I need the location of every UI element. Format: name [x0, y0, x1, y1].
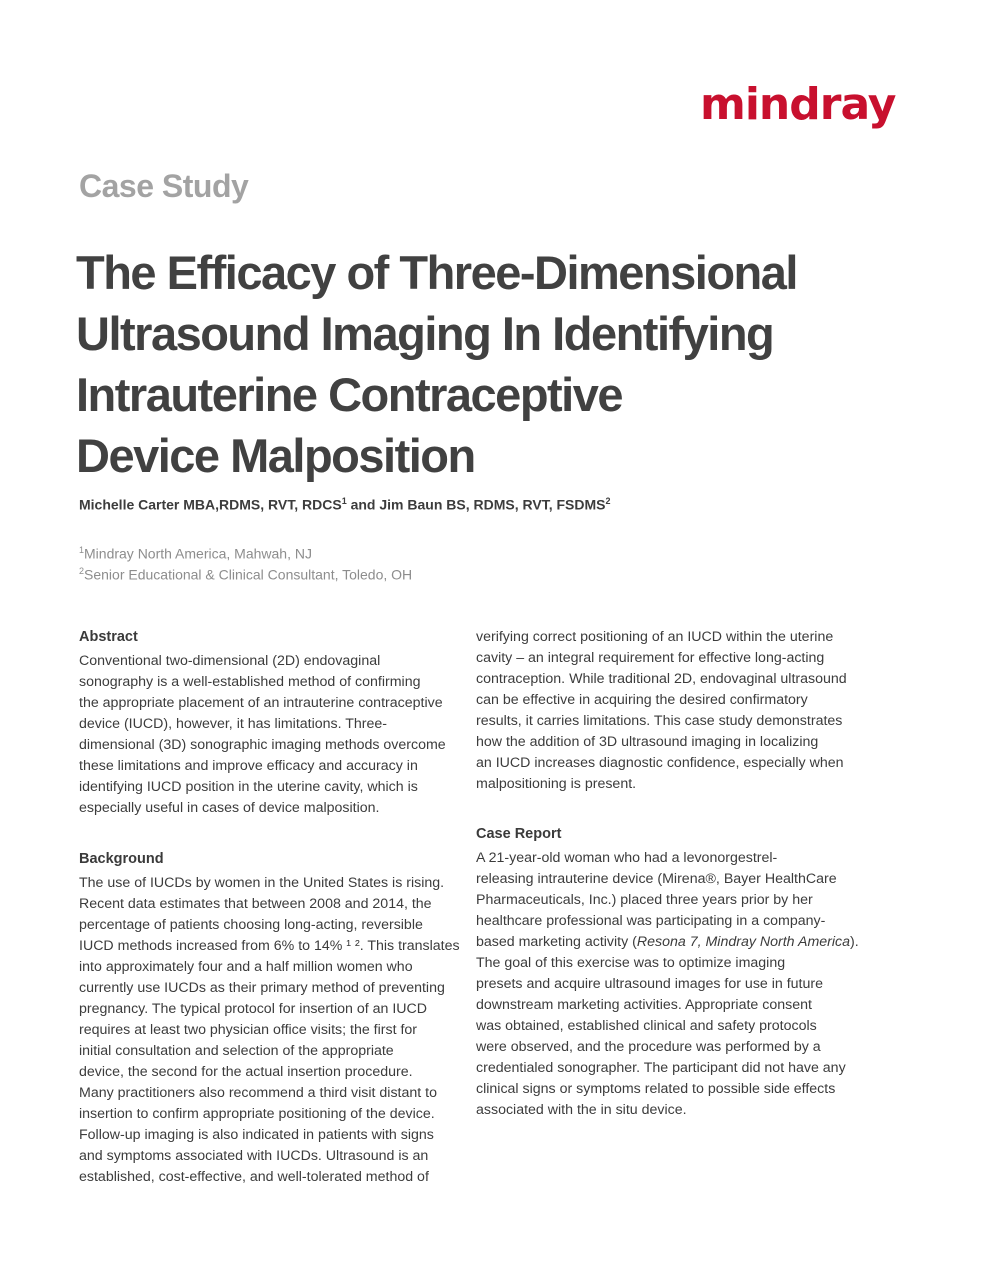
continuation-line: how the addition of 3D ultrasound imaging in localizing: [476, 734, 819, 750]
continuation-line: cavity – an integral requirement for effective long-acting: [476, 650, 825, 666]
abstract-line: especially useful in cases of device malposition.: [79, 800, 380, 816]
background-line: established, cost-effective, and well-tolerated method of: [79, 1169, 429, 1185]
author-2: and Jim Baun BS, RDMS, RVT, FSDMS: [346, 496, 606, 513]
title-line: Device Malposition: [76, 429, 475, 482]
case-report-line: associated with the in situ device.: [476, 1102, 687, 1118]
abstract-line: dimensional (3D) sonographic imaging methods overcome: [79, 737, 446, 753]
background-line: insertion to confirm appropriate positioning of the device.: [79, 1106, 435, 1122]
abstract-line: Conventional two-dimensional (2D) endovaginal: [79, 653, 381, 669]
mindray-logo: mindray: [700, 79, 896, 130]
case-report-line: [476, 932, 861, 953]
author-1: Michelle Carter MBA,RDMS, RVT, RDCS: [79, 496, 342, 513]
continuation-line: an IUCD increases diagnostic confidence, especially when: [476, 755, 844, 771]
continuation-paragraph: [476, 627, 861, 795]
continuation-line: verifying correct positioning of an IUCD within the uterine: [476, 629, 834, 645]
background-line: and symptoms associated with IUCDs. Ultrasound is an: [79, 1148, 429, 1164]
affiliation-1-mark: 1: [79, 545, 85, 555]
case-report-line: downstream marketing activities. Appropriate consent: [476, 997, 812, 1013]
case-report-line: was obtained, established clinical and safety protocols: [476, 1018, 817, 1034]
affiliation-1-text: Mindray North America, Mahwah, NJ: [84, 545, 312, 562]
affiliation-2-text: Senior Educational & Clinical Consultant, Toledo, OH: [84, 566, 413, 583]
abstract-heading: Abstract: [79, 629, 138, 645]
background-line: Follow-up imaging is also indicated in patients with signs: [79, 1127, 434, 1143]
background-continuation: [476, 627, 861, 795]
abstract-line: sonography is a well-established method of confirming: [79, 674, 421, 690]
case-report-line: presets and acquire ultrasound images for use in future: [476, 976, 824, 992]
background-line: initial consultation and selection of the appropriate: [79, 1043, 394, 1059]
abstract-line: these limitations and improve efficacy and accuracy in: [79, 758, 418, 774]
background-line: The use of IUCDs by women in the United States is rising.: [79, 875, 445, 891]
background-line: requires at least two physician office visits; the first for: [79, 1022, 418, 1038]
title-line: Ultrasound Imaging In Identifying: [76, 307, 774, 360]
case-report-line-text: ).: [850, 934, 859, 950]
continuation-line: can be effective in acquiring the desired confirmatory: [476, 692, 808, 708]
background-paragraph: [79, 873, 464, 1188]
background-line: into approximately four and a half million women who: [79, 959, 413, 975]
background-line: Many practitioners also recommend a third visit distant to: [79, 1085, 437, 1101]
background-line: currently use IUCDs as their primary method of preventing: [79, 980, 445, 996]
case-report-line: credentialed sonographer. The participant did not have any: [476, 1060, 846, 1076]
title-line: The Efficacy of Three-Dimensional: [76, 246, 797, 299]
affiliation-2-mark: 2: [79, 566, 85, 576]
case-report-line: Pharmaceuticals, Inc.) placed three years prior by her: [476, 892, 813, 908]
document-kicker: Case Study: [79, 168, 249, 204]
abstract-line: identifying IUCD position in the uterine cavity, which is: [79, 779, 418, 795]
author-2-affiliation-mark: 2: [605, 496, 611, 506]
background-section: [79, 849, 464, 1188]
author-1-affiliation-mark: 1: [341, 496, 347, 506]
case-report-heading: Case Report: [476, 826, 562, 842]
authors-line: [79, 496, 611, 513]
background-line: IUCD methods increased from 6% to 14% ¹ ². This translates: [79, 938, 460, 954]
abstract-paragraph: [79, 651, 464, 819]
abstract-line: the appropriate placement of an intrauterine contraceptive: [79, 695, 443, 711]
case-report-paragraph: [476, 848, 861, 1121]
affiliation-1: [79, 545, 312, 562]
abstract-line: device (IUCD), however, it has limitations. Three-: [79, 716, 388, 732]
background-line: device, the second for the actual insertion procedure.: [79, 1064, 413, 1080]
background-line: percentage of patients choosing long-acting, reversible: [79, 917, 423, 933]
case-report-line-text: based marketing activity (: [476, 934, 637, 950]
background-heading: Background: [79, 851, 164, 867]
case-report-line: releasing intrauterine device (Mirena®, Bayer HealthCare: [476, 871, 837, 887]
case-report-line: clinical signs or symptoms related to possible side effects: [476, 1081, 836, 1097]
affiliation-2: [79, 566, 412, 583]
continuation-line: results, it carries limitations. This case study demonstrates: [476, 713, 843, 729]
continuation-line: contraception. While traditional 2D, endovaginal ultrasound: [476, 671, 847, 687]
background-line: pregnancy. The typical protocol for insertion of an IUCD: [79, 1001, 428, 1017]
background-line: Recent data estimates that between 2008 and 2014, the: [79, 896, 432, 912]
case-report-line: The goal of this exercise was to optimize imaging: [476, 955, 786, 971]
document-title: [76, 242, 896, 486]
case-report-line: were observed, and the procedure was performed by a: [476, 1039, 821, 1055]
case-report-line: healthcare professional was participating in a company-: [476, 913, 826, 929]
case-report-line: A 21-year-old woman who had a levonorgestrel-: [476, 850, 778, 866]
product-name: Resona 7, Mindray North America: [636, 934, 851, 950]
case-report-section: [476, 824, 861, 1121]
continuation-line: malpositioning is present.: [476, 776, 637, 792]
title-line: Intrauterine Contraceptive: [76, 368, 623, 421]
abstract-section: [79, 627, 464, 819]
